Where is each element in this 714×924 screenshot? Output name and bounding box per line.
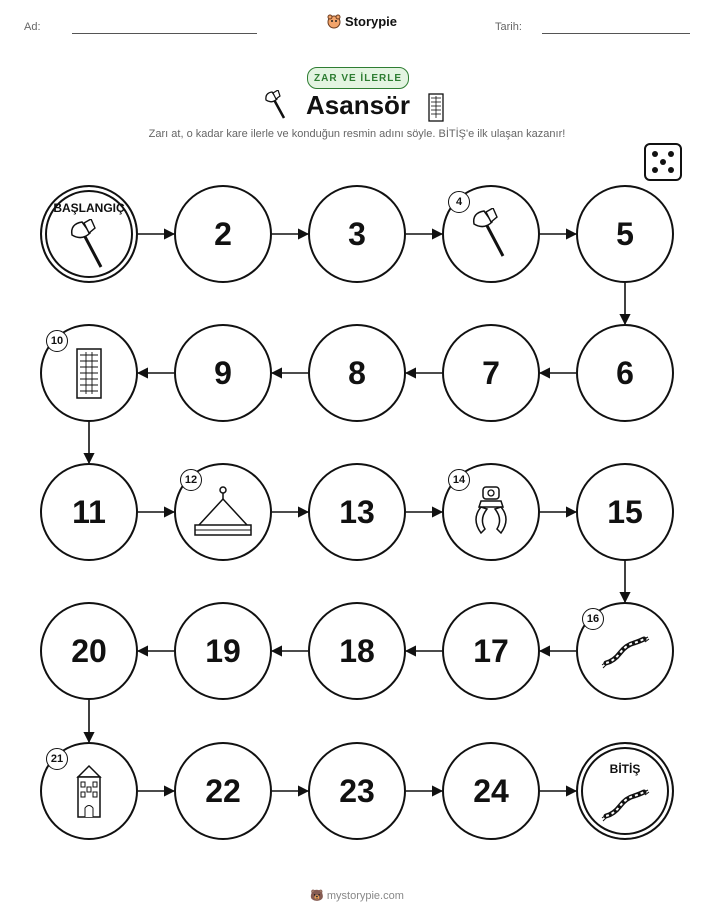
start-cell[interactable]: [40, 185, 138, 283]
board-cell-22[interactable]: [174, 742, 272, 840]
board-cell-20[interactable]: [40, 602, 138, 700]
page-title: Asansör: [306, 90, 411, 120]
cell-number: 15: [607, 493, 643, 530]
board-cell-6[interactable]: [576, 324, 674, 422]
storypie-mascot-icon: 🐻: [310, 890, 327, 902]
board-cell-2[interactable]: [174, 185, 272, 283]
cell-number: 13: [339, 493, 375, 530]
axe-icon: [469, 208, 513, 260]
board-cell-24[interactable]: [442, 742, 540, 840]
cell-number: 23: [339, 772, 375, 809]
finish-label: BİTİŞ: [609, 762, 641, 776]
grapple-claw-icon: [469, 485, 513, 539]
footer-url[interactable]: mystorypie.com: [326, 890, 404, 902]
board-cell-9[interactable]: [174, 324, 272, 422]
cell-number: 5: [616, 215, 634, 252]
start-label: BAŞLANGIÇ: [53, 201, 125, 215]
board-cell-14[interactable]: [442, 463, 540, 561]
cell-number: 18: [339, 632, 375, 669]
tower-icon: [72, 763, 106, 819]
cell-number: 20: [71, 632, 107, 669]
name-label: Ad:: [24, 21, 41, 33]
rope-icon: [600, 631, 650, 671]
building-icon: [75, 346, 103, 400]
cell-number: 19: [205, 632, 241, 669]
cell-number: 24: [473, 772, 509, 809]
board-cell-15[interactable]: [576, 463, 674, 561]
brand-name: Storypie: [345, 13, 398, 29]
board-cell-7[interactable]: [442, 324, 540, 422]
cell-number: 11: [72, 493, 106, 530]
board-cell-16[interactable]: [576, 602, 674, 700]
cell-number: 2: [214, 215, 232, 252]
cell-number-badge: 12: [180, 469, 202, 491]
cell-number-badge: 21: [46, 748, 68, 770]
game-type-tag: ZAR VE İLERLE: [307, 67, 409, 89]
cell-number: 6: [616, 354, 634, 391]
board-cell-17[interactable]: [442, 602, 540, 700]
board-cell-8[interactable]: [308, 324, 406, 422]
cell-number: 3: [348, 215, 366, 252]
date-label: Tarih:: [495, 21, 522, 33]
cell-number: 7: [482, 354, 500, 391]
board-cell-10[interactable]: [40, 324, 138, 422]
cell-number-badge: 14: [448, 469, 470, 491]
board-cell-23[interactable]: [308, 742, 406, 840]
footer: [0, 889, 714, 902]
rope-icon: [600, 784, 650, 824]
finish-cell[interactable]: [576, 742, 674, 840]
board-cell-4[interactable]: [442, 185, 540, 283]
board-cell-12[interactable]: [174, 463, 272, 561]
cell-number: 17: [473, 632, 509, 669]
cell-number: 22: [205, 772, 241, 809]
cell-number-badge: 10: [46, 330, 68, 352]
cell-number-badge: 4: [448, 191, 470, 213]
instructions: Zarı at, o kadar kare ilerle ve konduğun resmin adını söyle. BİTİŞ'e ilk ulaşan kazanır!: [148, 128, 566, 140]
board-cell-13[interactable]: [308, 463, 406, 561]
board-cell-11[interactable]: [40, 463, 138, 561]
axe-icon: [67, 219, 111, 271]
board-cell-21[interactable]: [40, 742, 138, 840]
board-cell-18[interactable]: [308, 602, 406, 700]
board-cell-19[interactable]: [174, 602, 272, 700]
cell-number-badge: 16: [582, 608, 604, 630]
cell-number: 9: [214, 354, 232, 391]
crane-hoist-icon: [191, 485, 255, 539]
board-cell-3[interactable]: [308, 185, 406, 283]
cell-number: 8: [348, 354, 366, 391]
board-cell-5[interactable]: [576, 185, 674, 283]
